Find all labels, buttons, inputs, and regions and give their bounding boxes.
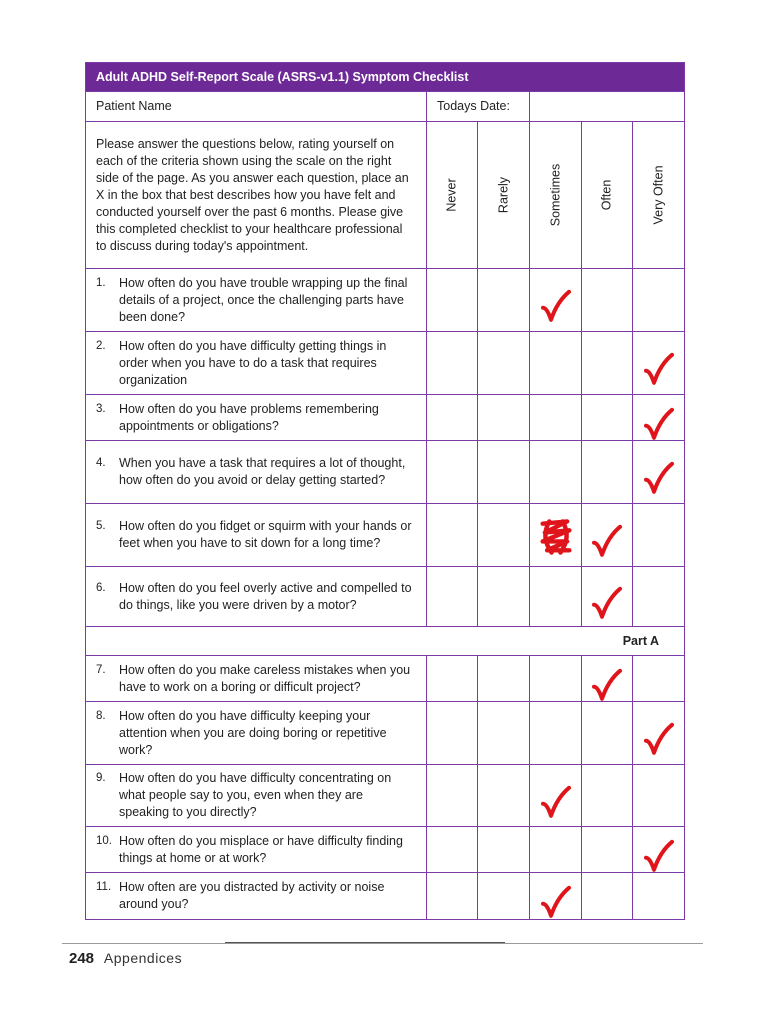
question-text: How often do you misplace or have difficulty finding things at home or at work?	[119, 833, 403, 865]
question-cell	[86, 873, 427, 920]
answer-box-very-often[interactable]	[633, 441, 685, 504]
answer-box-very-often[interactable]	[633, 332, 685, 395]
answer-box-never[interactable]	[427, 332, 478, 395]
instructions-text: Please answer the questions below, rating yourself on each of the criteria shown using the scale on the right side of the page. As you answer each question, place an X in the box that best describes how you have felt and conducted yourself over the past 6 months. Please give this completed checklist to your healthcare professional to discuss during today's appointment.	[86, 122, 427, 269]
question-cell	[86, 504, 427, 567]
answer-box-often[interactable]	[582, 873, 633, 920]
answer-box-often[interactable]	[582, 395, 633, 441]
answer-box-rarely[interactable]	[478, 873, 530, 920]
question-number: 8.	[96, 709, 106, 722]
answer-box-often[interactable]	[582, 656, 633, 702]
question-number: 4.	[96, 457, 106, 469]
question-number: 9.	[96, 772, 106, 784]
answer-box-very-often[interactable]	[633, 702, 685, 765]
question-number: 5.	[96, 520, 106, 532]
question-row	[86, 269, 685, 332]
question-number: 10.	[96, 834, 112, 847]
scale-header-sometimes: Sometimes	[530, 122, 582, 269]
answer-box-very-often[interactable]	[633, 395, 685, 441]
question-text: How often do you have difficulty concentrating on what people say to you, even when they are speaking to you directly?	[119, 771, 392, 819]
answer-box-never[interactable]	[427, 656, 478, 702]
question-number: 2.	[96, 339, 106, 352]
scribble-out-icon	[537, 517, 575, 557]
answer-box-rarely[interactable]	[478, 765, 530, 827]
question-row	[86, 395, 685, 441]
answer-box-very-often[interactable]	[633, 269, 685, 332]
question-text: How often do you feel overly active and compelled to do things, like you were driven by a motor?	[119, 580, 412, 612]
scale-header-very-often: Very Often	[633, 122, 685, 269]
answer-box-sometimes[interactable]	[530, 873, 582, 920]
question-number: 3.	[96, 402, 106, 415]
answer-box-never[interactable]	[427, 827, 478, 873]
page-footer	[69, 950, 182, 967]
answer-box-rarely[interactable]	[478, 269, 530, 332]
answer-box-often[interactable]	[582, 441, 633, 504]
scale-header-rarely: Rarely	[478, 122, 530, 269]
answer-box-never[interactable]	[427, 702, 478, 765]
red-checkmark-icon	[642, 462, 676, 496]
question-cell	[86, 395, 427, 441]
question-number: 11.	[96, 881, 112, 893]
answer-box-very-often[interactable]	[633, 567, 685, 627]
answer-box-rarely[interactable]	[478, 827, 530, 873]
question-row	[86, 765, 685, 827]
red-checkmark-icon	[539, 785, 573, 819]
question-cell	[86, 656, 427, 702]
question-cell	[86, 441, 427, 504]
answer-box-sometimes[interactable]	[530, 765, 582, 827]
red-checkmark-icon	[642, 407, 676, 441]
question-row	[86, 827, 685, 873]
answer-box-never[interactable]	[427, 269, 478, 332]
answer-box-never[interactable]	[427, 765, 478, 827]
question-text: When you have a task that requires a lot of thought, how often do you avoid or delay getting started?	[119, 456, 406, 487]
checklist-title: Adult ADHD Self-Report Scale (ASRS-v1.1) Symptom Checklist	[86, 63, 685, 92]
answer-box-sometimes[interactable]	[530, 702, 582, 765]
answer-box-never[interactable]	[427, 395, 478, 441]
question-text: How often do you have trouble wrapping up the final details of a project, once the challenging parts have been done?	[119, 275, 408, 324]
question-number: 7.	[96, 663, 106, 676]
footer-rule-accent	[225, 942, 505, 943]
answer-box-rarely[interactable]	[478, 504, 530, 567]
answer-box-sometimes[interactable]	[530, 504, 582, 567]
answer-box-often[interactable]	[582, 765, 633, 827]
question-text: How often do you have problems remembering appointments or obligations?	[119, 401, 379, 433]
answer-box-sometimes[interactable]	[530, 656, 582, 702]
answer-box-often[interactable]	[582, 702, 633, 765]
answer-box-very-often[interactable]	[633, 656, 685, 702]
question-cell	[86, 332, 427, 395]
answer-box-often[interactable]	[582, 827, 633, 873]
red-checkmark-icon	[539, 886, 573, 920]
question-row	[86, 702, 685, 765]
answer-box-rarely[interactable]	[478, 441, 530, 504]
answer-box-rarely[interactable]	[478, 332, 530, 395]
red-checkmark-icon	[539, 290, 573, 324]
question-row	[86, 656, 685, 702]
todays-date-label: Todays Date:	[427, 92, 530, 122]
answer-box-often[interactable]	[582, 269, 633, 332]
red-checkmark-icon	[642, 723, 676, 757]
answer-box-very-often[interactable]	[633, 765, 685, 827]
answer-box-often[interactable]	[582, 332, 633, 395]
answer-box-rarely[interactable]	[478, 567, 530, 627]
scale-header-never: Never	[427, 122, 478, 269]
asrs-checklist-table	[85, 62, 685, 920]
answer-box-very-often[interactable]	[633, 873, 685, 920]
answer-box-sometimes[interactable]	[530, 269, 582, 332]
question-cell	[86, 269, 427, 332]
answer-box-often[interactable]	[582, 567, 633, 627]
scale-header-often: Often	[582, 122, 633, 269]
question-row	[86, 873, 685, 920]
answer-box-sometimes[interactable]	[530, 567, 582, 627]
patient-name-label: Patient Name	[86, 92, 427, 122]
question-row	[86, 441, 685, 504]
red-checkmark-icon	[590, 668, 624, 702]
answer-box-rarely[interactable]	[478, 395, 530, 441]
part-a-label: Part A	[86, 627, 685, 656]
answer-box-never[interactable]	[427, 567, 478, 627]
answer-box-never[interactable]	[427, 441, 478, 504]
question-text: How often do you make careless mistakes when you have to work on a boring or difficult project?	[119, 662, 411, 694]
red-checkmark-icon	[642, 353, 676, 387]
question-cell	[86, 702, 427, 765]
answer-box-sometimes[interactable]	[530, 395, 582, 441]
question-cell	[86, 567, 427, 627]
answer-box-sometimes[interactable]	[530, 827, 582, 873]
answer-box-very-often[interactable]	[633, 827, 685, 873]
answer-box-very-often[interactable]	[633, 504, 685, 567]
question-text: How often are you distracted by activity or noise around you?	[119, 880, 385, 911]
question-text: How often do you have difficulty keeping your attention when you are doing boring or repetitive work?	[119, 708, 387, 757]
answer-box-rarely[interactable]	[478, 702, 530, 765]
red-checkmark-icon	[590, 525, 624, 559]
answer-box-never[interactable]	[427, 873, 478, 920]
section-title: Appendices	[103, 950, 183, 966]
page-number: 248	[69, 950, 95, 967]
answer-box-rarely[interactable]	[478, 656, 530, 702]
answer-box-sometimes[interactable]	[530, 441, 582, 504]
question-number: 6.	[96, 581, 106, 594]
question-cell	[86, 765, 427, 827]
todays-date-field[interactable]	[530, 92, 685, 122]
question-row	[86, 504, 685, 567]
question-number: 1.	[96, 276, 106, 289]
answer-box-often[interactable]	[582, 504, 633, 567]
question-row	[86, 332, 685, 395]
answer-box-never[interactable]	[427, 504, 478, 567]
question-text: How often do you have difficulty getting things in order when you have to do a task that requires organization	[119, 338, 387, 387]
red-checkmark-icon	[642, 839, 676, 873]
footer-rule	[62, 943, 703, 944]
answer-box-sometimes[interactable]	[530, 332, 582, 395]
question-cell	[86, 827, 427, 873]
question-text: How often do you fidget or squirm with your hands or feet when you have to sit down for a long time?	[119, 519, 412, 550]
red-checkmark-icon	[590, 586, 624, 620]
question-row	[86, 567, 685, 627]
